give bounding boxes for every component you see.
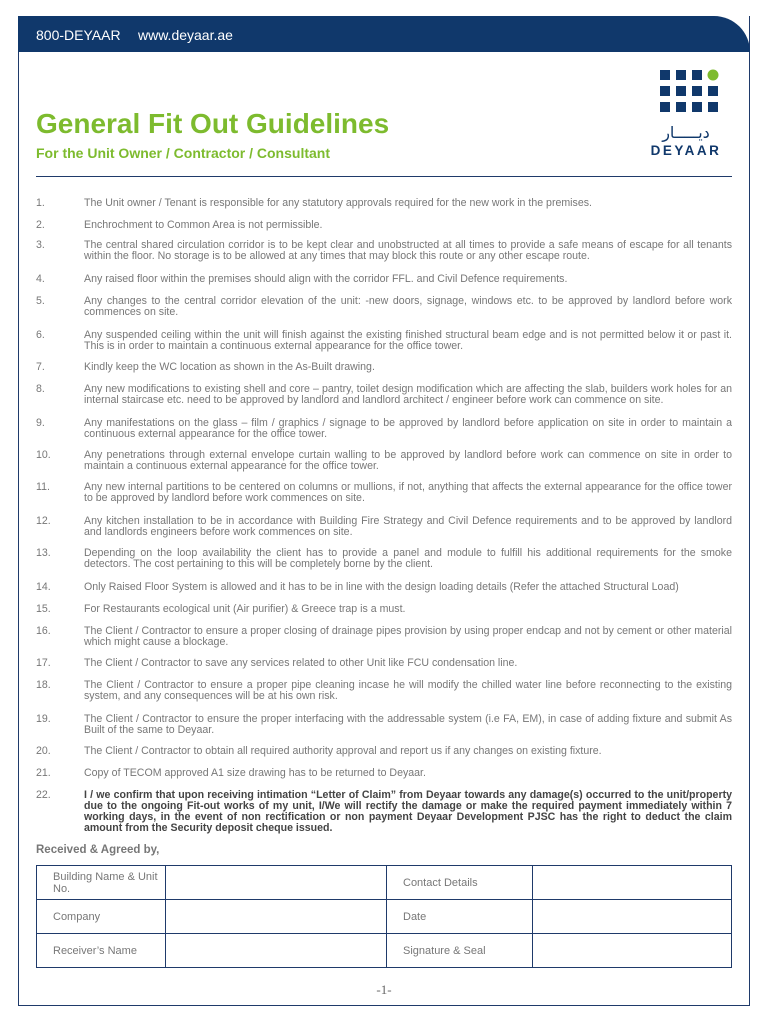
item-number: 18. <box>36 679 51 691</box>
item-text: Any suspended ceiling within the unit will finish against the existing finished structural beam edge and is not permitted below it or past it. This is in order to maintain a continuous external appearance for the office tower. <box>84 329 732 352</box>
item-number: 21. <box>36 767 51 779</box>
item-number: 4. <box>36 273 45 285</box>
list-item <box>36 548 732 570</box>
item-text: Only Raised Floor System is allowed and it has to be in line with the design loading details (Refer the attached Structural Load) <box>84 581 679 593</box>
item-number: 2. <box>36 219 45 231</box>
item-number: 22. <box>36 789 51 801</box>
item-number: 13. <box>36 547 51 559</box>
receiver-label: Receiver’s Name <box>37 934 166 968</box>
item-text: Depending on the loop availability the client has to provide a panel and module to fulfill his additional requirements for the smoke detectors. The cost pertaining to this will be completely borne by the client. <box>84 547 732 570</box>
item-number: 20. <box>36 745 51 757</box>
item-text: Kindly keep the WC location as shown in the As-Built drawing. <box>84 361 375 373</box>
form-row <box>37 900 732 934</box>
list-item <box>36 450 732 472</box>
list-item <box>36 220 732 231</box>
item-number: 6. <box>36 329 45 341</box>
item-text: Any manifestations on the glass – film / graphics / signage to be approved by landlord before application on site in order to maintain a continuous external appearance for the office tower. <box>84 417 732 440</box>
item-text: Any changes to the central corridor elevation of the unit: -new doors, signage, windows etc. to be approved by landlord before work commences on site. <box>84 295 732 318</box>
list-item <box>36 768 732 779</box>
item-text: Enchrochment to Common Area is not permissible. <box>84 219 323 231</box>
list-item <box>36 790 732 834</box>
list-item <box>36 516 732 538</box>
item-text: I / we confirm that upon receiving intimation “Letter of Claim” from Deyaar towards any damage(s) occurred to the unit/property due to the ongoing Fit-out works of my unit, I/We will rectify the damage or make the required payment immediately within 7 working days, in the event of non rectification or non payment Deyaar Development PJSC has the right to deduct the claim amount from the Security deposit cheque issued. <box>84 789 732 834</box>
list-item <box>36 658 732 669</box>
list-item <box>36 714 732 736</box>
item-number: 5. <box>36 295 45 307</box>
item-number: 3. <box>36 239 45 251</box>
list-item <box>36 482 732 504</box>
logo-arabic: ديـــــار <box>662 123 710 142</box>
list-item <box>36 330 732 352</box>
receiver-field[interactable] <box>166 934 387 968</box>
item-text: Any penetrations through external envelope curtain walling to be approved by landlord before work can commence on site in order to maintain a continuous external appearance for the office tower. <box>84 449 732 472</box>
item-text: Any raised floor within the premises should align with the corridor FFL. and Civil Defence requirements. <box>84 273 568 285</box>
item-number: 8. <box>36 383 45 395</box>
list-item <box>36 240 732 262</box>
item-text: The central shared circulation corridor is to be kept clear and unobstructed at all times to provide a safe means of escape for all tenants within the floor. No storage is to be allowed at any times that may block this route or any other escape route. <box>84 239 732 262</box>
deyaar-logo <box>640 68 732 160</box>
agreement-form <box>36 865 732 968</box>
form-row <box>37 934 732 968</box>
header-phone: 800-DEYAAR <box>36 27 121 43</box>
item-text: Any new modifications to existing shell and core – pantry, toilet design modification which are affecting the slab, builders work holes for an internal staircase etc. need to be approved by landlord and landlord architect / engineer before work can commence on site. <box>84 383 732 406</box>
company-field[interactable] <box>166 900 387 934</box>
building-label: Building Name & Unit No. <box>37 866 166 900</box>
item-text: The Client / Contractor to ensure a proper closing of drainage pipes provision by using proper endcap and not by cement or other material which might cause a blockage. <box>84 625 732 648</box>
page-number: -1- <box>376 982 392 997</box>
item-text: For Restaurants ecological unit (Air purifier) & Greece trap is a must. <box>84 603 406 615</box>
item-number: 16. <box>36 625 51 637</box>
item-number: 11. <box>36 481 50 493</box>
contact-field[interactable] <box>533 866 732 900</box>
item-number: 17. <box>36 657 51 669</box>
item-text: Any kitchen installation to be in accordance with Building Fire Strategy and Civil Defence requirements and to be approved by landlord and landlords engineers before work commences on site. <box>84 515 732 538</box>
date-label: Date <box>387 900 533 934</box>
building-field[interactable] <box>166 866 387 900</box>
list-item <box>36 274 732 285</box>
list-item <box>36 418 732 440</box>
item-number: 15. <box>36 603 51 615</box>
list-item <box>36 604 732 615</box>
page-frame <box>18 16 750 1006</box>
page-title: General Fit Out Guidelines <box>36 108 390 139</box>
company-label: Company <box>37 900 166 934</box>
logo-dot-icon <box>708 70 719 81</box>
page-subtitle: For the Unit Owner / Contractor / Consultant <box>36 145 330 161</box>
list-item <box>36 296 732 318</box>
divider <box>36 176 732 177</box>
item-number: 14. <box>36 581 51 593</box>
item-text: Any new internal partitions to be centered on columns or mullions, if not, anything that affects the external appearance for the office tower to be approved by landlord before work commences on site. <box>84 481 732 504</box>
header-website: www.deyaar.ae <box>138 27 233 43</box>
signature-label: Signature & Seal <box>387 934 533 968</box>
item-number: 12. <box>36 515 51 527</box>
list-item <box>36 746 732 757</box>
item-text: The Client / Contractor to save any services related to other Unit like FCU condensation line. <box>84 657 518 669</box>
form-row <box>37 866 732 900</box>
item-text: Copy of TECOM approved A1 size drawing has to be returned to Deyaar. <box>84 767 426 779</box>
item-text: The Client / Contractor to ensure a proper pipe cleaning incase he will modify the chilled water line before reconnecting to the existing system, and any consequences will be at his own risk. <box>84 679 732 702</box>
header-bar <box>18 16 750 52</box>
item-number: 10. <box>36 449 51 461</box>
contact-label: Contact Details <box>387 866 533 900</box>
list-item <box>36 582 732 593</box>
list-item <box>36 198 732 209</box>
item-number: 9. <box>36 417 45 429</box>
logo-text: DEYAAR <box>650 143 722 158</box>
item-number: 7. <box>36 361 45 373</box>
date-field[interactable] <box>533 900 732 934</box>
list-item <box>36 680 732 702</box>
list-item <box>36 626 732 648</box>
item-text: The Unit owner / Tenant is responsible for any statutory approvals required for the new work in the premises. <box>84 197 592 209</box>
signature-field[interactable] <box>533 934 732 968</box>
item-text: The Client / Contractor to ensure the proper interfacing with the addressable system (i.e FA, EM), in case of adding fixture and submit As Built of the same to Deyaar. <box>84 713 732 736</box>
item-number: 19. <box>36 713 51 725</box>
item-number: 1. <box>36 197 45 209</box>
item-text: The Client / Contractor to obtain all required authority approval and report us if any changes on existing fixture. <box>84 745 602 757</box>
list-item <box>36 384 732 406</box>
received-label: Received & Agreed by, <box>36 844 160 856</box>
list-item <box>36 362 732 373</box>
